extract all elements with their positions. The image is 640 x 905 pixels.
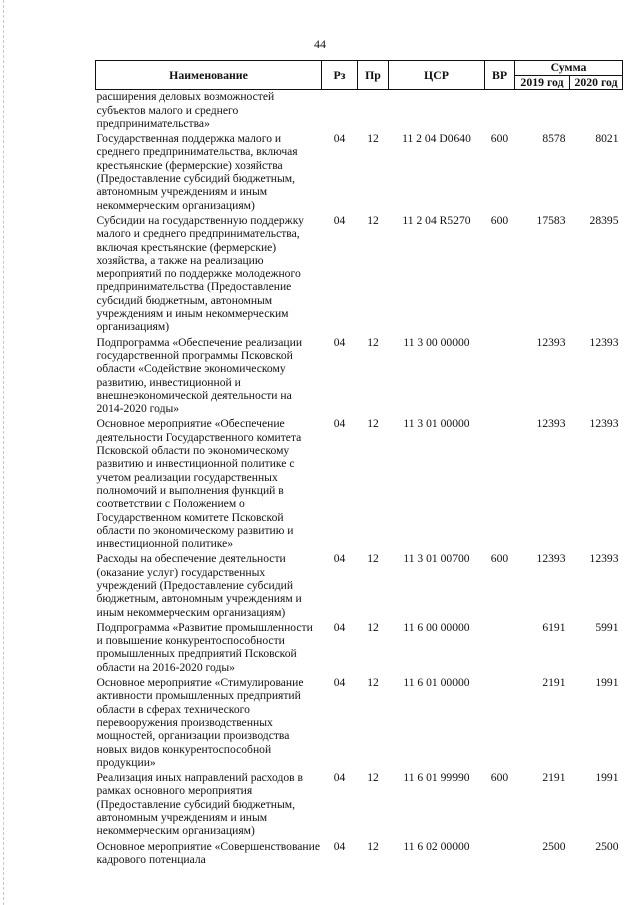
- row-csr: 11 2 04 D0640: [402, 132, 471, 146]
- row-sum-2019: 12393: [536, 417, 566, 431]
- row-pr: 12: [367, 132, 379, 146]
- row-name: расширения деловых возможностей субъектов малого и среднего предпринимательства»: [96, 90, 275, 130]
- row-sum-2020: 2500: [595, 839, 619, 853]
- table-row: [96, 132, 623, 214]
- row-sum-2020: [570, 90, 623, 132]
- row-sum-2019: 12393: [536, 335, 566, 349]
- header-sum: Сумма: [515, 61, 623, 76]
- row-sum-2020: 5991: [595, 620, 619, 634]
- row-rz: 04: [333, 620, 346, 634]
- row-rz: 04: [333, 839, 346, 853]
- row-vr: [485, 840, 515, 869]
- row-sum-2019: 12393: [536, 552, 566, 566]
- header-year-2020: 2020 год: [570, 76, 623, 90]
- row-sum-2020: 12393: [589, 552, 619, 566]
- header-name: Наименование: [96, 61, 322, 90]
- row-name: Основное мероприятие «Совершенствование кадрового потенциала: [96, 839, 320, 866]
- row-rz: 04: [333, 132, 346, 146]
- row-vr: 600: [490, 552, 509, 566]
- table-row: [96, 771, 623, 839]
- row-pr: 12: [367, 839, 379, 853]
- row-rz: 04: [333, 335, 346, 349]
- row-pr: 12: [367, 417, 379, 431]
- table-row: [96, 90, 623, 132]
- row-sum-2019: 2191: [542, 676, 566, 690]
- row-rz: 04: [333, 552, 346, 566]
- table-row: [96, 214, 623, 336]
- row-sum-2020: 12393: [589, 335, 619, 349]
- header-rz: Рз: [322, 61, 358, 90]
- table-row: [96, 552, 623, 620]
- row-rz: 04: [333, 676, 346, 690]
- row-sum-2019: 2191: [542, 771, 566, 785]
- row-sum-2020: 12393: [589, 417, 619, 431]
- table-row: [96, 621, 623, 676]
- row-csr: 11 3 01 00000: [403, 417, 470, 431]
- row-sum-2019: 6191: [542, 620, 566, 634]
- table-row: [96, 840, 623, 869]
- row-vr: [485, 417, 515, 552]
- row-csr: 11 6 01 99990: [403, 771, 470, 785]
- row-csr: 11 6 00 00000: [403, 620, 470, 634]
- header-pr: Пр: [358, 61, 389, 90]
- table-row: [96, 336, 623, 418]
- row-pr: 12: [367, 771, 379, 785]
- row-vr: [485, 676, 515, 771]
- header-csr: ЦСР: [389, 61, 485, 90]
- row-name: Расходы на обеспечение деятельности (оказание услуг) государственных учреждений (Предоставление субсидий бюджетным, автономным учреждениям и иным некоммерческим организациям): [96, 552, 302, 619]
- row-rz: [322, 90, 358, 132]
- header-vr: ВР: [485, 61, 515, 90]
- row-vr: 600: [490, 771, 509, 785]
- row-vr: [485, 621, 515, 676]
- row-csr: 11 6 01 00000: [403, 676, 470, 690]
- table-row: [96, 676, 623, 771]
- row-pr: 12: [367, 552, 379, 566]
- table-body: [96, 90, 623, 868]
- row-name: Подпрограмма «Обеспечение реализации государственной программы Псковской области «Содействие экономическому развитию, инвестиционной и внешнеэкономической деятельности на 2014-2020 годы»: [96, 335, 303, 416]
- row-vr: [485, 90, 515, 132]
- row-csr: 11 2 04 R5270: [402, 213, 471, 227]
- scan-edge-line: [3, 0, 5, 905]
- row-pr: 12: [367, 335, 379, 349]
- row-name: Основное мероприятие «Стимулирование активности промышленных предприятий области в сферах технического перевооружения производственных мощностей, организации производства новых видов конкурентоспособной продукции»: [96, 676, 304, 769]
- header-year-2019: 2019 год: [515, 76, 570, 90]
- row-sum-2019: 8578: [542, 132, 566, 146]
- row-rz: 04: [333, 213, 346, 227]
- row-name: Основное мероприятие «Обеспечение деятельности Государственного комитета Псковской области по экономическому развитию и инвестиционной политике с учетом реализации государственных полномочий и выполнения функций в соответствии с Положением о Государственном комитете Псковской области по экономическому развитию и инвестиционной политике»: [96, 417, 302, 551]
- row-sum-2019: 2500: [542, 839, 566, 853]
- row-name: Государственная поддержка малого и среднего предпринимательства, включая крестьянские (фермерские) хозяйства (Предоставление субсидий бюджетным, автономным учреждениям и иным некоммерческим организациям): [96, 132, 298, 212]
- row-pr: [358, 90, 389, 132]
- row-sum-2019: [515, 90, 570, 132]
- budget-table: [95, 60, 623, 868]
- row-vr: 600: [490, 132, 509, 146]
- row-csr: 11 3 01 00700: [403, 552, 470, 566]
- row-sum-2020: 8021: [595, 132, 619, 146]
- row-name: Реализация иных направлений расходов в рамках основного мероприятия (Предоставление субсидий бюджетным, автономным учреждениям и иным некоммерческим организациям): [96, 771, 303, 838]
- row-csr: [389, 90, 485, 132]
- row-sum-2020: 1991: [595, 771, 619, 785]
- row-rz: 04: [333, 417, 346, 431]
- row-name: Подпрограмма «Развитие промышленности и повышение конкурентоспособности промышленных предприятий Псковской области на 2016-2020 годы»: [96, 620, 313, 674]
- row-rz: 04: [333, 771, 346, 785]
- row-vr: 600: [490, 213, 509, 227]
- page-number: 44: [314, 37, 326, 51]
- row-vr: [485, 336, 515, 418]
- row-pr: 12: [367, 676, 379, 690]
- row-sum-2020: 1991: [595, 676, 619, 690]
- row-pr: 12: [367, 213, 379, 227]
- row-pr: 12: [367, 620, 379, 634]
- row-sum-2019: 17583: [536, 213, 566, 227]
- row-csr: 11 3 00 00000: [403, 335, 470, 349]
- row-csr: 11 6 02 00000: [403, 839, 470, 853]
- table-row: [96, 417, 623, 552]
- row-sum-2020: 28395: [589, 213, 619, 227]
- row-name: Субсидии на государственную поддержку малого и среднего предпринимательства, включая крестьянские (фермерские) хозяйства, а также на реализацию мероприятий по поддержке молодежного предпринимательства (Предоставление субсидий бюджетным, автономным учреждениям и иным некоммерческим организациям): [96, 213, 304, 334]
